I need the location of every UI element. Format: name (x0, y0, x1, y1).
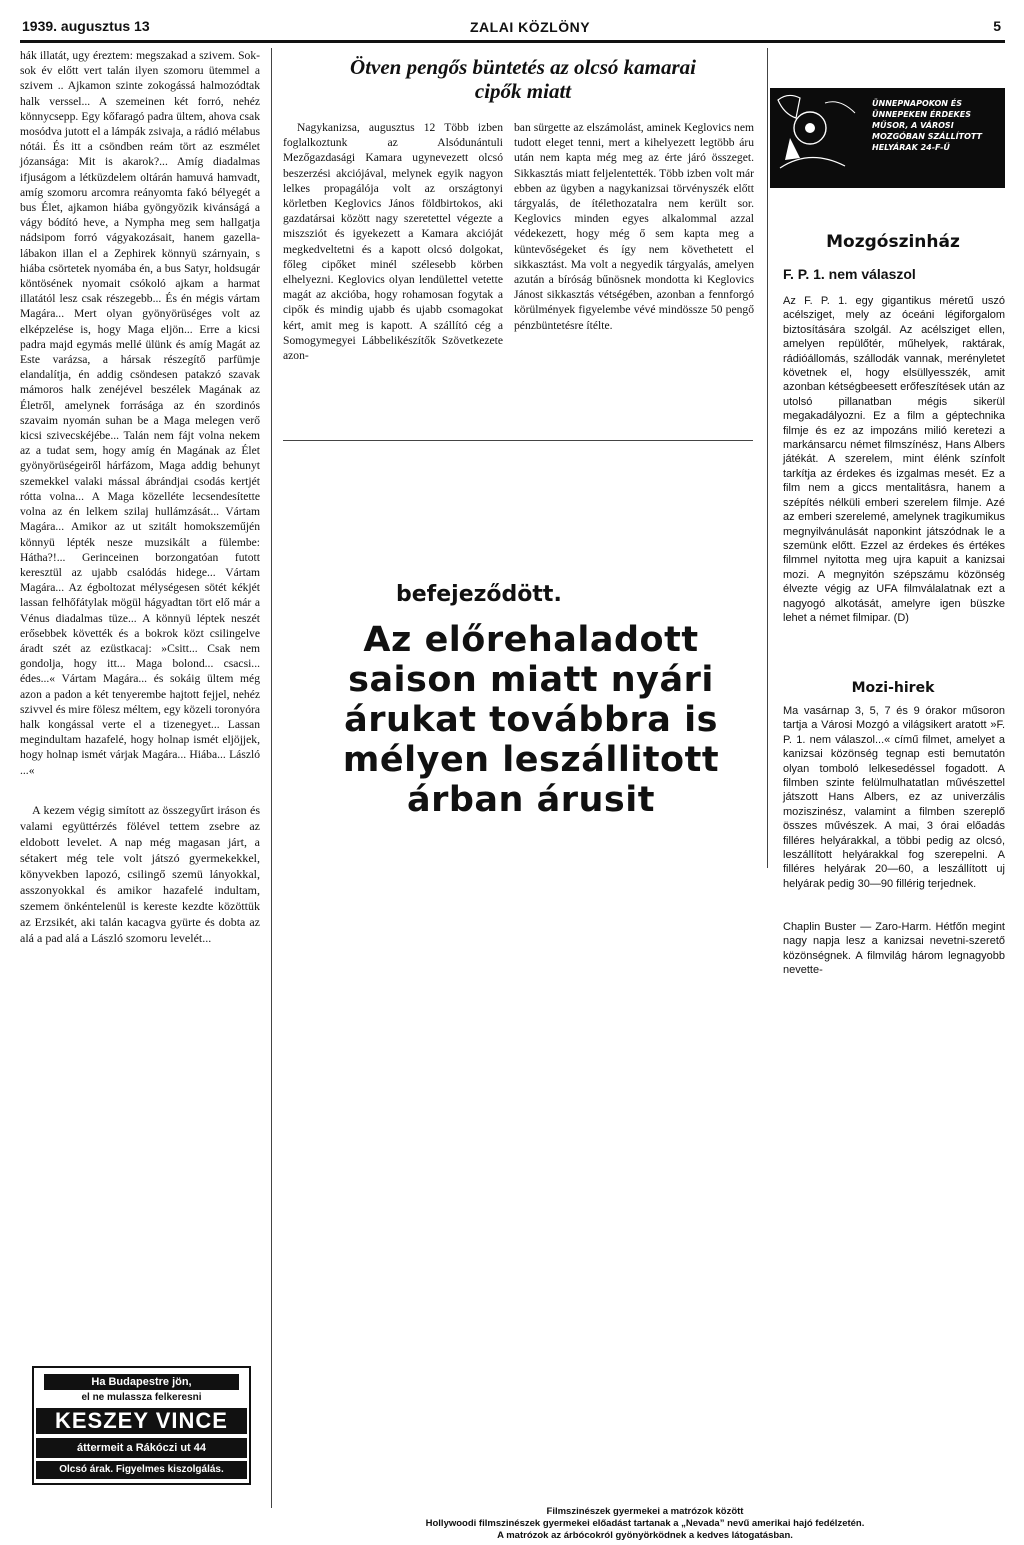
headline-line: Ötven pengős büntetés az olcsó kamarai (350, 55, 696, 79)
film-reel-illustration (770, 88, 870, 188)
sale-line: árban árusit (406, 780, 655, 820)
article-headline (283, 55, 763, 103)
movie-news: Ma vasárnap 3, 5, 7 és 9 órakor műsoron tartja a Városi Mozgó a világsikert aratott »F. P. 1. nem válaszol...« című filmet, amelyet a kanizsai közönség tegnap esti bemutatón olyan tomboló lelkesedéssel fogadott. A filmben szinte felülmulhatatlan művészettel játszott Hans Albers, ez az univerzális moziszinész, valamint a filmben szereplő összes művészek. A mai, 3 órai előadás filléres helyárakkal, a többi pedig az olcsó, leszállított helyárakkal fog szerepelni. A filléres helyárak 20—60, a leszállított uj helyárak pedig 30—90 fillérig terjednek. (783, 705, 1005, 890)
sale-line: mélyen leszállitott (342, 740, 720, 780)
issue-date: 1939. augusztus 13 (22, 18, 150, 34)
keszey-advertisement (32, 1366, 251, 1485)
article-column: Nagykanizsa, augusztus 12 Több izben foglalkoztunk az Alsódunántuli Mezőgazdasági Kamara ugynevezett olcsó beszerzési akciójával, melynek egyik nagyon lelkes propagálója volt az országtonyi körletben Keglovics János földbirtokos, aki gazdatársai között nagy szeretettel végezte a miszsziót és igyekezett a Kamara akcióját megkedveltetni és a kapott olcsó dolgokat, főleg cipőket minél szélesebb körben elhelyezni. Keglovics olyan lendülettel vetette magát az akcióba, hogy rohamosan fogytak a cipők és mindig ujabb és ujabb csomagokat kért, amit meg is kapott. A szállító cég a Somogymegyei Lábbelikészítők Szövetkezete azon- (283, 121, 503, 363)
section-title-cinema: Mozgószinház (826, 232, 960, 252)
ad-line: áttermeit a Rákóczi ut 44 (36, 1438, 247, 1458)
sale-line: Az előrehaladott (363, 620, 699, 660)
caption-title: Filmszinészek gyermekei a matrózok között (546, 1506, 744, 1517)
page-number: 5 (993, 18, 1001, 34)
left-column (20, 48, 260, 946)
column-divider (271, 48, 272, 1508)
newspaper-title: ZALAI KÖZLÖNY (470, 19, 591, 35)
column-divider (767, 48, 768, 868)
masthead (20, 18, 1005, 43)
photo-caption (360, 1506, 930, 1542)
chaplin-notice: Chaplin Buster — Zaro-Harm. Hétfőn megint nagy napja lesz a kanizsai nevetni-szerető közönségnek. A filmvilág három legnagyobb nevette- (783, 921, 1005, 977)
sale-advertisement (316, 620, 746, 820)
ad-line: Olcsó árak. Figyelmes kiszolgálás. (36, 1461, 247, 1479)
sale-line: saison miatt nyári (348, 660, 714, 700)
section-title-movie-news: Mozi-hirek (851, 680, 935, 696)
ad-line: Ha Budapestre jön, (44, 1374, 239, 1390)
ad-line: el ne mulassza felkeresni (81, 1392, 202, 1403)
film-subtitle: F. P. 1. nem válaszol (783, 266, 916, 282)
sale-line: árukat továbbra is (344, 700, 718, 740)
article-column: ban sürgette az elszámolást, aminek Keglovics nem tudott eleget tenni, mert a kihelyezett legtöbb áru után nem kapta még meg az érte járó összeget. Sikkasztás miatt feljelentették. Több izben volt már ebben az ügyben a nagykanizsai törvényszék előtt tárgyalás, de ítélethozatalra nem került sor. Keglovics minden egyes alkalommal azzal védekezett, hogy még ő sem kapta meg a küntevőségeket és így nem követhetett el sikkasztást. Ma volt a negyedik tárgyalás, amelyen azután a bíróság bűnösnek mondotta ki Keglovics Jánost sikkasztás vétségében, azonban a fennforgó körülmények figyelembe vévé mindössze 50 pengő pénzbüntetésre ítélte. (514, 121, 754, 332)
ad-finished-text: befejeződött. (396, 582, 562, 607)
left-column-paragraph: hák illatát, ugy éreztem: megszakad a szivem. Sok-sok év előtt vert talán ilyen szomoru ütemmel a szivem .. Ajkamon szinte zokogássá halmozódtak halk verssel... A szemeinen két forró, nehéz könnycsepp. Egy kőfaragó padra ültem, ahova csak mosódva jutott el a lámpák zsivaja, a rádió mélabus nótái. És itt a csöndben reám tört az eszmélet józansága: Mit is akarok?... Amíg diadalmas ifjuságom a létküzdelem oltárán hamuvá hamvadt, amíg szomoru arcomra reányomta fakó bélyegét a bus Élet, ajkamon hiába gyöngyözik kivánságá a vágy bódító heve, a Nympha meg sem hallgatja nádsipom forró vágyakozásait, hanem gazella-lábakon illan el a Zephirek könnyü szárnyain, s hiába csörtetek nyomába én, a bus Satyr, holdsugár köntösének nyomait csókoló ajkam a harmat illatától lesz csak részegebb... És én mégis vártam Magára... Mert olyan gyönyörüséges volt az elképzelése is, hogy Maga eljön... Erre a kicsi padra majd egymás mellé ülünk és amíg Magát az Este varázsa, a hársak részegítő parfümje elandalítja, én addig csöndesen patakzó szavak mámoros halk zenéjével beszélek Magának az Életről, amelynek forrásága az én szordinós szavaim nyomán suhan be a Maga melegen verő kicsi szivecskéjébe... Talán nem fájt volna nekem az a tudat sem, hogy amíg én Magának az Élet gyönyörüségeiről hárfázom, Maga addig behunyt szemekkel valaki mással ábrándjai csodás kertjét rótta volna... A Maga közelléte lecsendesítette volna az én lelkem szilaj hullámzását... Vártam Magára... Amikor az ut szitált homokszeműjén könnyü lépték nesze muzsikált a fülembe: Hátha?!... Gerinceinen borzongatóan futott keresztül az ujabb csalódás hidege... Vártam Magára... Az égboltozat mélységesen sötét kékjét lassan felhőfátylak mögül hágyadtan tört elő már a Vénus diadalmas tüze... A könnyü léptek neszét erősebbek követték és a bokrok közt csilingelve áradt szét az ezüstkacaj: »Csitt... Csak nem gondolja, hogy itt... Maga bolond... csacsi... édes...« Vártam Magára... és sokáig ültem még azon a padon a két tenyerembe hajtott fejjel, nehéz szivvel és mire fölesz méltem, egy közeli toronyóra halk kongással verte el a tizenegyet... Lassan megindultam hazafelé, hogy holnap ismét eljöjjek, hogy holnap ismét várjak Magára... Hiába... László ...« (20, 49, 260, 777)
caption-line: A matrózok az árbócokról gyönyörködnek a kedves látogatásban. (497, 1530, 793, 1541)
left-column-paragraph: A kezem végig simított az összegyűrt iráson és valami együttérzés fölével tettem zsebre az eldobott levelet. A nap még magasan járt, a sétakert még tele volt játszó gyermekekkel, könyvekben lapozó, csilingő szemü lányokkal, asszonyokkal és amikor hazafelé indultam, szemem önkéntelenül is kereste kezdte közöttük az Erzsikét, aki talán kacagva gyürte és dobta az alá a pad alá a László szomoru levelét... (20, 802, 260, 945)
headline-line: cipők miatt (474, 79, 572, 103)
cinema-banner-image (770, 88, 1005, 188)
ad-brand-name: KESZEY VINCE (36, 1408, 247, 1434)
caption-line: Hollywoodi filmszinészek gyermekei előadást tartanak a „Nevada” nevű amerikai hajó fedélzetén. (425, 1518, 865, 1529)
film-review: Az F. P. 1. egy gigantikus méretű uszó acélsziget, mely az óceáni légiforgalom biztosítására szolgál. Az acélsziget ellen, amelyen repülőtér, műhelyek, raktárak, rádióállomás, szállodák vannak, merényletet követnek el, hogy elsüllyesszék, amit azonban kétségbeesett erőfeszítések után az utolsó pillanatban mégis sikerül megakadályozni. Ez a film a géptechnika filmje és ez az impozáns milió keretezi a markánsarcu német filmszínész, Hans Albers játékát. A szerelem, mint élénk színfolt tarkítja az érdekes és izgalmas mesét. Ez a film nem a giccs mentalitásra, hanem a szépítés nélküli emberi szerelem filmje. Azé az emberi szerelemé, amelynek tragikumikus megnyilvánulását naponkint játszódnak le a szemünk előtt. Ezzel az érdekes és értékes filmmel nyitotta meg ujra kapuit a kanizsai mozi. A megnyitón szépszámu közönség élvezte végig az UFA filmválalatnak ezt a nagyogó alkotását, amelyre igen büszke lehet a német filmipar. (D) (783, 295, 1005, 624)
cinema-banner-caption: ÜNNEPNAPOKON ÉS ÜNNEPEKEN ÉRDEKES MŰSOR, A VÁROSI MOZGÓBAN SZÁLLÍTOTT HELYÁRAK 24-F-Ű (872, 99, 982, 152)
article-end-rule (283, 440, 753, 441)
